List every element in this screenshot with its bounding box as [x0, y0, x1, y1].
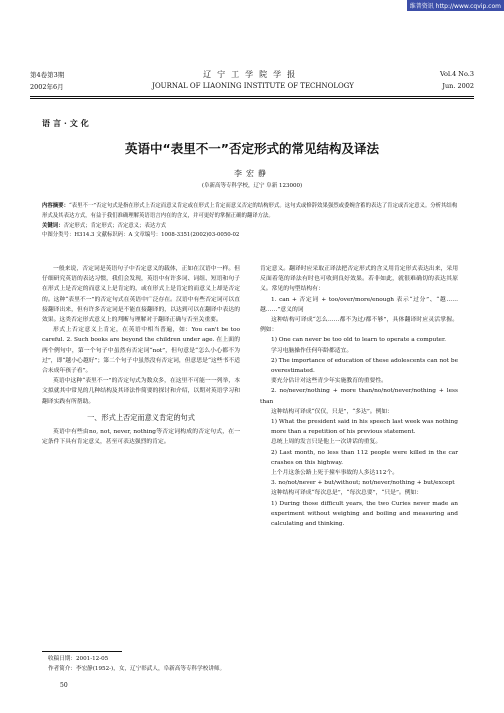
site-watermark: 维普资讯 http://www.cqvip.com — [407, 0, 504, 11]
structure-3: 3. no/not/never + but/without; not/never/nothing + but/except — [271, 480, 455, 487]
structure-1-note: 这种结构可译成“怎么……都不为过/都不够”，具体翻译时应灵活掌握。例如： — [260, 317, 458, 334]
example-1-translation: 学习电脑操作任何年龄都适宜。 — [271, 347, 353, 354]
body-right-column — [260, 264, 458, 529]
intro-paragraph: 一般来说，否定词是英语句子中否定意义的载体，正如在汉语中一样。但仔细研究英语的表达习惯，我们会发现，英语中有许多词、词组、短语和句子在形式上是否定的而意义上是肯定的，或在形式上是肯定的而意义上却是否定的。这种“表里不一”的否定句式在英语中广泛存在。汉语中有些否定词可以直接翻译出来，但有许多否定词是不能直接翻译的，以达到可以在翻译中表达的效果。这类否定形式意义上的判断与理解对于翻译正确与否至关重要。 — [42, 266, 240, 324]
journal-header — [30, 68, 474, 92]
structure-1: 1. can + 否定词 + too/over/more/enough 表示“过分”、“越……越……”意义的词 — [260, 296, 458, 313]
abstract-text: “表里不一”否定句式是指在形式上否定而意义肯定或在形式上肯定而意义否定的结构形式。这句式或修辞效果强烈或委婉含蓄的表达了肯定或否定意义。分析其结构形式及其表达方式，有益于我们准确理解英语语言内在的含义，并可更好的掌握正确的翻译方法。 — [42, 203, 458, 219]
section-heading: 一、形式上否定而意义肯定的句式 — [87, 412, 195, 422]
section-label: 语言·文化 — [42, 118, 92, 128]
journal-name-en: JOURNAL OF LIAONING INSTITUTE OF TECHNOLOGY — [152, 82, 354, 90]
example-paragraph: 形式上否定意义上肯定，在英语中相当普遍，如：You can't be too careful. 2. Such books are beyond the children under age. 在上面的两个例句中，第一个句子中虽然有否定词“not”，但句意是“怎么小心都不为过”，即“越小心越好”；第二个句子中虽然没有否定词，但意思是“这些书不适合未成年孩子看”。 — [42, 327, 240, 375]
body-left-column — [42, 264, 240, 447]
footnote-rule — [42, 651, 122, 652]
affiliation: (阜新高等专科学校，辽宁 阜新 123000) — [201, 183, 303, 189]
author-bio: 作者简介：李宏静(1952-)，女，辽宁彰武人，阜新高等专科学校讲师。 — [48, 666, 226, 672]
example-2: 2) The importance of education of these adolescents can not be overestimated. — [271, 357, 458, 375]
example-2-translation: 要充分估计对这些青少年实施教育的重要性。 — [271, 378, 387, 385]
continuation-paragraph: 肯定意义。翻译时应采取正译法把否定形式的含义用肯定形式表达出来，采用反面着笔的译法有时也可收到良好效果。若非如此，就很难确切的表达其原义。常见的句型结构有： — [260, 266, 458, 293]
heading-paragraph: 英语中有些由no, not, never, nothing等否定词构成的否定句式，在一定条件下具有肯定意义，甚至可表达强烈的肯定。 — [42, 429, 240, 446]
date-label: 2002年6月 — [30, 82, 64, 91]
date-label-en: Jun. 2002 — [442, 82, 474, 90]
structure-2-note: 这种结构可译成“仅仅，只是”，“多达”。例如： — [271, 408, 393, 415]
classification-line: 中图分类号：H314.3 文献标识码：A 文章编号：1008-3351(2002)03-0050-02 — [42, 232, 240, 239]
author-name: 李宏静 — [234, 169, 270, 178]
example-4-translation: 上个月这条公路上死于撞车事故的人多达112个。 — [271, 470, 399, 477]
issue-label: 第4卷第3期 — [30, 70, 65, 79]
keywords-text: 否定形式；肯定形式；否定意义；表达方式 — [63, 222, 167, 229]
example-5: 1) During those difficult years, the two Curies never made an experiment without weighing and boiling and measuring and calculating and thinking. — [271, 500, 458, 528]
structure-3-note: 这种结构可译成“每次总是”，“每次总要”，“只是”。例如： — [271, 490, 423, 497]
example-3-translation: 总统上周的发言只是他上一次讲话的重复。 — [271, 439, 382, 446]
volume-label: Vol.4 No.3 — [439, 70, 474, 78]
abstract-block — [42, 202, 462, 241]
footnote — [48, 654, 225, 674]
received-date: 收稿日期：2001-12-05 — [48, 656, 109, 662]
example-1: 1) One can never be too old to learn to operate a computer. — [271, 337, 446, 344]
example-3: 1) What the president said in his speech last week was nothing more than a repetition of his previous statement. — [271, 419, 458, 436]
abstract-label: 内容摘要： — [42, 203, 69, 209]
example-4: 2) Last month, no less than 112 people were killed in the car crashes on this highway. — [271, 449, 458, 466]
closing-paragraph: 英语中这种“表里不一”的否定句式为数众多，在这里不可能一一列举，本文拟就其中常见的几种结构及其译法作简要的探讨和介绍，以期对英语学习和翻译实践有所帮助。 — [42, 378, 240, 405]
header-rule — [30, 96, 474, 97]
structure-2: 2. no/never/nothing + more than/no/not/never/nothing + less than — [260, 388, 458, 405]
header-rule-thin — [30, 98, 474, 99]
keywords-label: 关键词： — [42, 222, 64, 229]
article-title: 英语中“表里不一”否定形式的常见结构及译法 — [125, 141, 379, 156]
page-number: 50 — [60, 682, 68, 689]
journal-name-cn: 辽宁工学院学报 — [203, 69, 302, 79]
